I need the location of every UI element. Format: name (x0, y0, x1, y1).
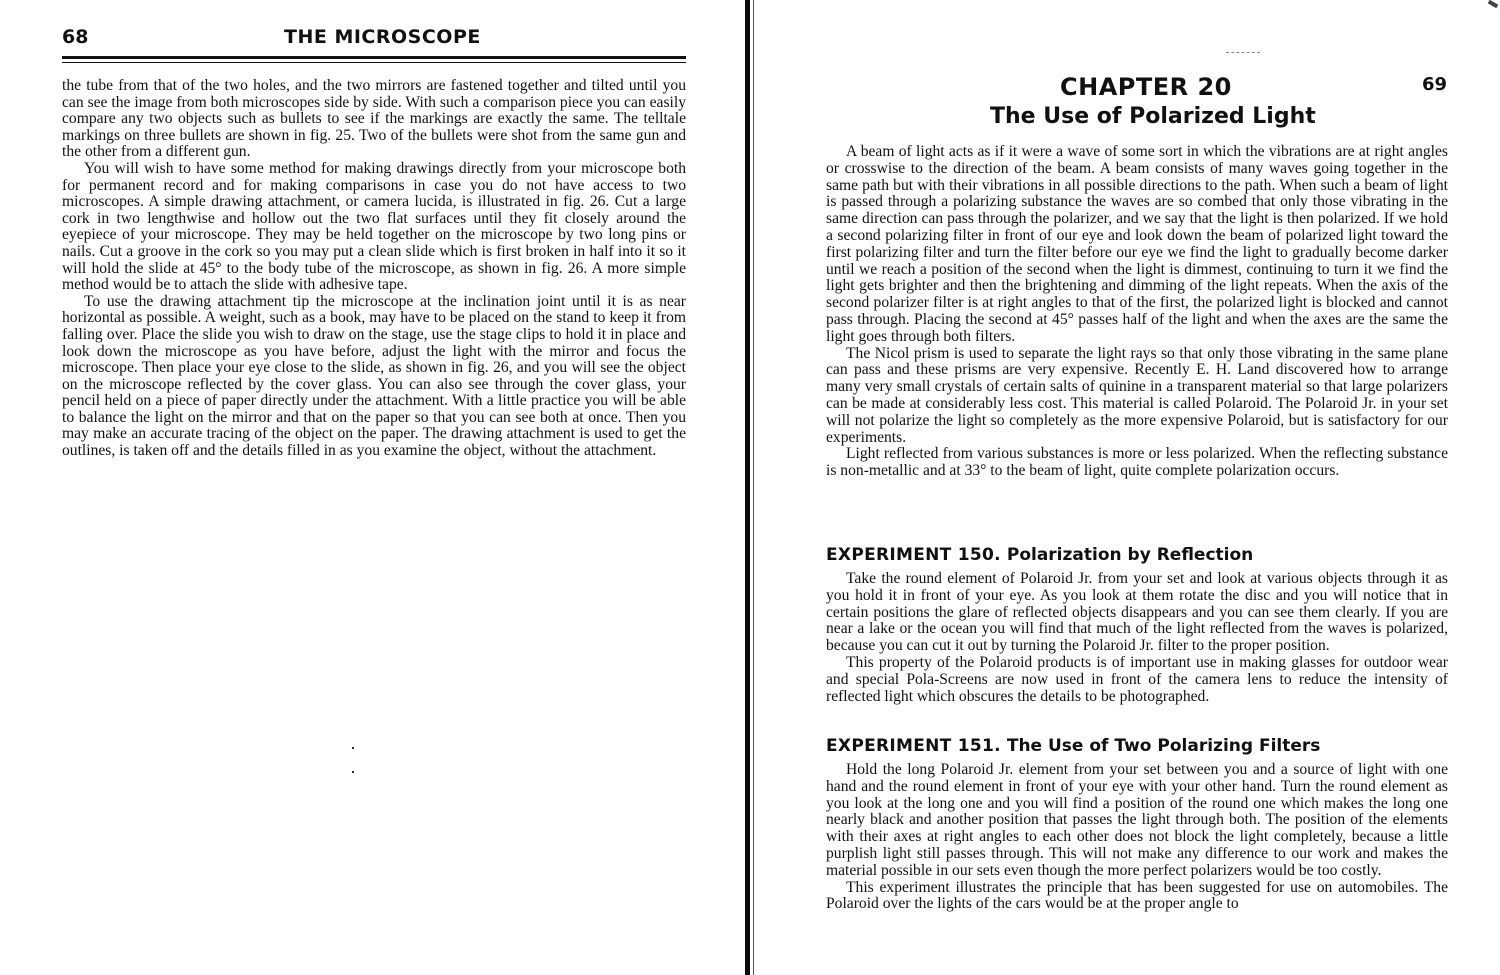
left-body-text (62, 78, 686, 460)
chapter-label: CHAPTER 20 (1060, 73, 1232, 101)
header-rule-thick (62, 56, 686, 59)
paragraph: Take the round element of Polaroid Jr. from your set and look at various objects through it as you hold it in front of your eye. As you look at them rotate the disc and you will notice that in certain positions the glare of reflected objects disappears and you can see them clearly. If you are near a lake or the ocean you will find that much of the light reflected from the waves is polarized, because you can cut it out by turning the Polaroid Jr. filter to the proper position. (826, 570, 1448, 655)
paragraph: Light reflected from various substances is more or less polarized. When the reflecting substance is non-metallic and at 33° to the beam of light, quite complete polarization occurs. (826, 445, 1448, 480)
experiment-151-text (826, 762, 1448, 913)
chapter-title: The Use of Polarized Light (990, 104, 1316, 129)
paragraph: You will wish to have some method for making drawings directly from your microscope both for permanent record and for making comparisons in case you do not have access to two microscopes. A simple drawing attachment, or camera lucida, is illustrated in fig. 26. Cut a large cork in two lengthwise and hollow out the two flat surfaces until they fit closely around the eyepiece of your microscope. They may be held together on the microscope by two long pins or nails. Cut a groove in the cork so you may put a clean slide which is first broken in half into it so it will hold the slide at 45° to the body tube of the microscope, as shown in fig. 26. A more simple method would be to attach the slide with adhesive tape. (62, 159, 686, 294)
running-title: THE MICROSCOPE (284, 26, 481, 48)
page-number-right: 69 (1422, 74, 1448, 95)
paragraph: Hold the long Polaroid Jr. element from your set between you and a source of light with one hand and the round element in front of your eye with your other hand. Turn the round element as you look at the long one and you will find a position of the round one which makes the long one nearly black and another position that passes the light through both. The position of the elements with their axes at right angles to each other does not block the light completely, because a little purplish light still passes through. This will not make any difference to our work and makes the material possible in our sets even though the more perfect polarizers would be too costly. (826, 761, 1448, 879)
right-page (754, 0, 1500, 975)
chapter-intro-text (826, 144, 1448, 480)
experiment-150-text (826, 571, 1448, 705)
experiment-number: EXPERIMENT 150. (826, 545, 1001, 565)
paragraph: the tube from that of the two holes, and the two mirrors are fastened together and tilted until you can see the image from both microscopes side by side. With such a comparison piece you can easily compare any two objects such as bullets to see if the markings are exactly the same. The telltale markings on three bullets are shown in fig. 25. Two of the bullets were shot from the same gun and the other from a different gun. (62, 77, 686, 161)
scan-speck (352, 747, 354, 749)
paragraph: This experiment illustrates the principle that has been suggested for use on automobiles. The Polaroid over the lights of the cars would be at the proper angle to (826, 878, 1448, 913)
paragraph: A beam of light acts as if it were a wave of some sort in which the vibrations are at right angles or crosswise to the direction of the beam. A beam consists of many waves going together in the same path but with their vibrations in all possible directions to the path. When such a beam of light is passed through a polarizing substance the waves are so combed that only those vibrating in the same direction can pass through the polarizer, and we say that the light is then polarized. If we hold a second polarizing filter in front of our eye and look down the beam of polarized light toward the first polarizing filter and turn the filter before our eye we find the light to gradually become darker until we reach a position of the second when the light is dimmest, continuing to turn it we find the light gets brighter and then the brightening and dimming of the light repeats. When the axis of the second polarizer filter is at right angles to that of the first, the polarized light is blocked and cannot pass through. Placing the second at 45° passes half of the light and when the axes are the same the light goes through both filters. (826, 143, 1448, 345)
scan-mark (1226, 52, 1260, 54)
page-number-left: 68 (62, 26, 89, 48)
running-head-left (62, 26, 686, 52)
header-rule-thin (62, 62, 686, 63)
paragraph: This property of the Polaroid products is of important use in making glasses for outdoor wear and special Pola-Screens are now used in front of the camera lens to reduce the intensity of reflected light which obscures the details to be photographed. (826, 653, 1448, 705)
experiment-title: Polarization by Reflection (1006, 545, 1254, 565)
paragraph: To use the drawing attachment tip the microscope at the inclination joint until it is as near horizontal as possible. A weight, such as a book, may have to be placed on the stand to keep it from falling over. Place the slide you wish to draw on the stage, use the stage clips to hold it in place and look down the microscope as you have before, adjust the light with the mirror and focus the microscope. Then place your eye close to the slide, as shown in fig. 26, and you will see the object on the microscope reflected by the cover glass. You can also see through the cover glass, your pencil held on a piece of paper directly under the attachment. With a little practice you will be able to balance the light on the mirror and that on the paper so that you can see both at once. Then you may make an accurate tracing of the object on the paper. The drawing attachment is used to get the outlines, is taken off and the details filled in as you examine the object, without the attachment. (62, 292, 686, 460)
left-page (0, 0, 745, 975)
scan-mark (1488, 0, 1499, 8)
scan-speck (352, 771, 354, 773)
experiment-151-heading (826, 736, 1320, 756)
experiment-title: The Use of Two Polarizing Filters (1006, 736, 1321, 756)
paragraph: The Nicol prism is used to separate the light rays so that only those vibrating in the same plane can pass and these prisms are very expensive. Recently E. H. Land discovered how to arrange many very small crystals of certain salts of quinine in a transparent material so that large polarizers can be made at considerably less cost. This material is called Polaroid. The Polaroid Jr. in your set will not polarize the light so completely as the more expensive Polaroid, but is satisfactory for our experiments. (826, 344, 1448, 446)
experiment-number: EXPERIMENT 151. (826, 736, 1001, 756)
experiment-150-heading (826, 545, 1253, 565)
book-gutter (745, 0, 750, 975)
